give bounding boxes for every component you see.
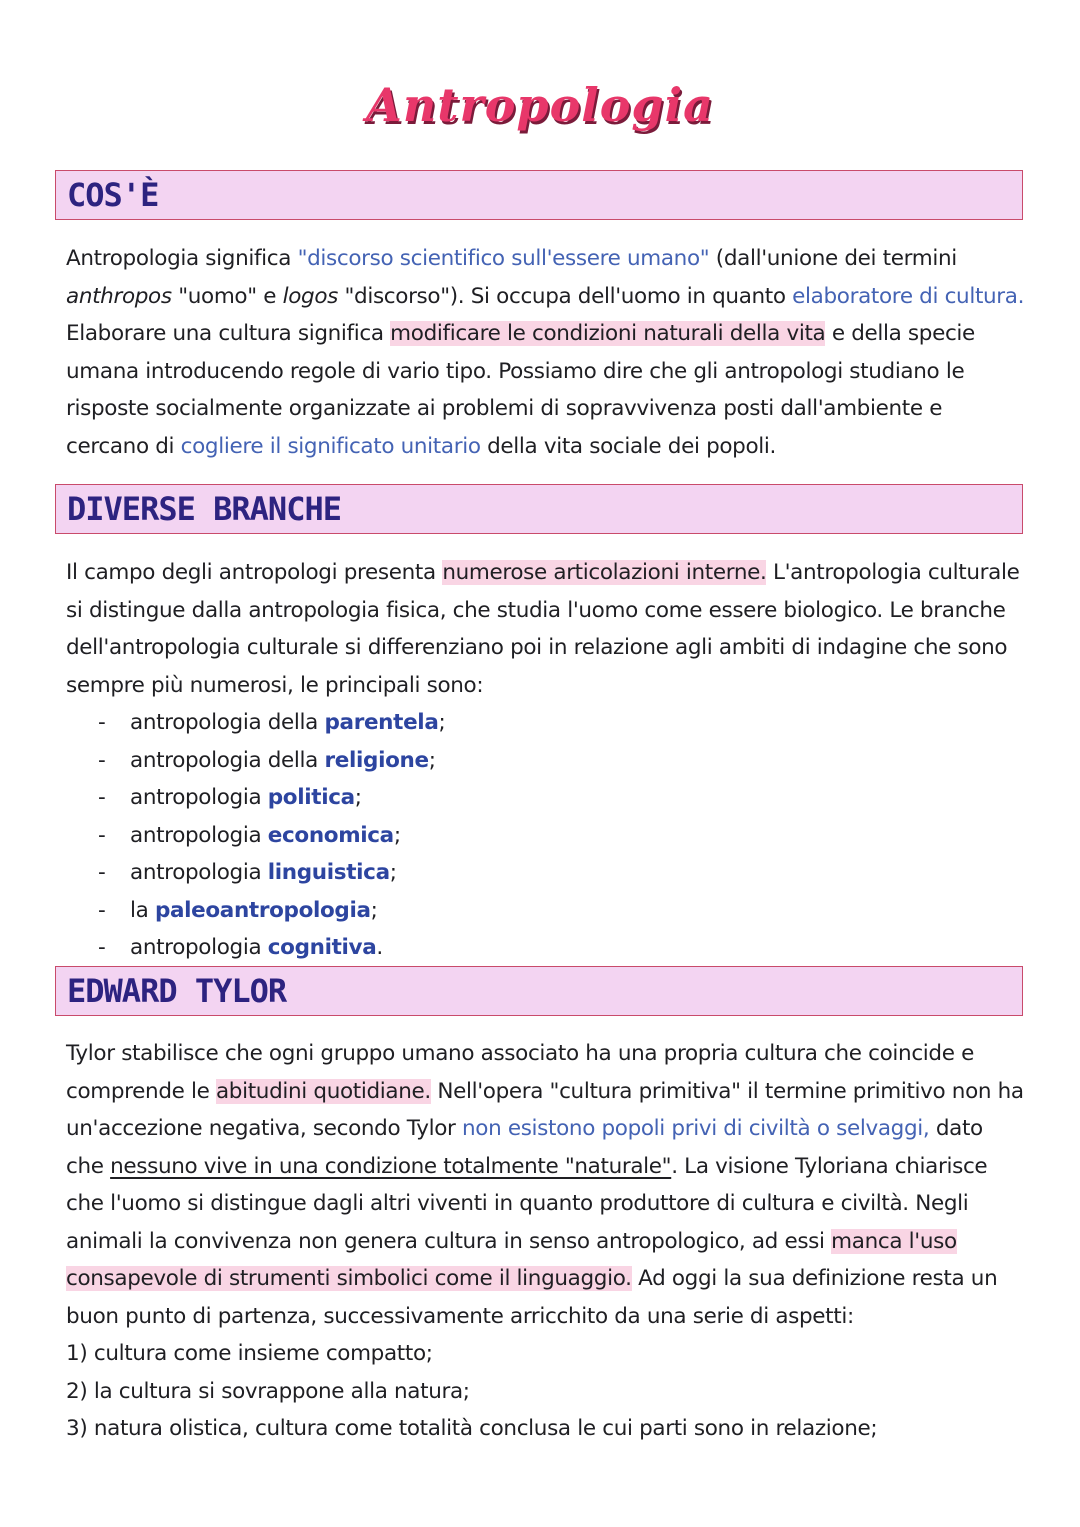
numbered-point: 1) cultura come insieme compatto;: [66, 1341, 433, 1366]
list-item: - la paleoantropologia;: [66, 892, 1026, 930]
branch-keyword: linguistica: [267, 860, 390, 885]
paragraph-tylor: [66, 1035, 1026, 1448]
text-run: dato che: [66, 1116, 983, 1179]
paragraph-branche: [66, 554, 1026, 967]
text-run: "uomo" e: [171, 283, 283, 309]
text-run: Tylor stabilisce che ogni gruppo umano associato ha una propria cultura che coincide e comprende le: [66, 1041, 974, 1104]
text-run: (dall'unione dei termini: [709, 246, 957, 271]
section-heading-text: COS'È: [67, 176, 159, 214]
highlight-articolazioni: numerose articolazioni interne.: [442, 560, 767, 585]
section-heading-branche: [55, 484, 1023, 534]
text-run: Antropologia significa: [66, 246, 298, 271]
keyword-significato: cogliere il significato unitario: [180, 433, 481, 459]
term-anthropos: anthropos: [66, 283, 172, 309]
branch-keyword: politica: [267, 785, 355, 810]
keyword-popoli: non esistono popoli privi di civiltà o selvaggi,: [461, 1116, 930, 1141]
branche-intro: [66, 554, 1026, 704]
text-run: Nell'opera "cultura primitiva" il termine primitivo non ha un'accezione negativa, secondo Tylor: [66, 1078, 1024, 1141]
underlined-naturale: nessuno vive in una condizione totalmente "naturale": [110, 1153, 672, 1179]
branch-keyword: paleoantropologia: [154, 897, 371, 923]
text-run: della vita sociale dei popoli.: [480, 433, 777, 459]
section-heading-cose: [55, 170, 1023, 220]
list-item: - antropologia linguistica;: [66, 854, 1026, 892]
list-item: - antropologia cognitiva.: [66, 929, 1026, 967]
numbered-point: 3) natura olistica, cultura come totalità conclusa le cui parti sono in relazione;: [66, 1416, 878, 1441]
keyword-elaboratore: elaboratore di cultura.: [792, 283, 1025, 309]
term-logos: logos: [282, 283, 338, 309]
text-run: Il campo degli antropologi presenta: [66, 560, 443, 585]
list-item: - antropologia della religione;: [66, 742, 1026, 780]
text-run: Ad oggi la sua definizione resta un buon punto di partenza, successivamente arricchito da una serie di aspetti:: [66, 1266, 998, 1329]
paragraph-cose: [66, 240, 1026, 465]
quote-definition: "discorso scientifico sull'essere umano": [297, 246, 710, 271]
list-item: - antropologia della parentela;: [66, 704, 1026, 742]
branch-keyword: parentela: [324, 710, 439, 735]
text-run: e della specie umana introducendo regole di vario tipo. Possiamo dire che gli antropologi studiano le risposte socialmente organizzate ai problemi di sopravvivenza posti dall'ambiente e cercano di: [66, 321, 975, 459]
section-heading-text: DIVERSE BRANCHE: [67, 490, 341, 528]
section-heading-text: EDWARD TYLOR: [67, 972, 287, 1010]
page-title: Antropologia: [366, 78, 714, 132]
highlight-abitudini: abitudini quotidiane.: [215, 1078, 431, 1104]
tylor-body: [66, 1035, 1026, 1335]
branch-keyword: economica: [267, 822, 394, 848]
text-run: Elaborare una cultura significa: [66, 321, 391, 346]
list-item: - antropologia economica;: [66, 817, 1026, 855]
branches-list: [66, 704, 1026, 967]
text-run: L'antropologia culturale si distingue dalla antropologia fisica, che studia l'uomo come essere biologico. Le branche dell'antropologia culturale si differenziano poi in relazione agli ambiti di indagine che sono sempre più numerosi, le principali sono:: [66, 560, 1020, 698]
section-heading-tylor: [55, 966, 1023, 1016]
highlight-condizioni: modificare le condizioni naturali della vita: [390, 321, 826, 346]
list-item: - antropologia politica;: [66, 779, 1026, 817]
text-run: . La visione Tyloriana chiarisce che l'uomo si distingue dagli altri viventi in quanto produttore di cultura e civiltà. Negli animali la convivenza non genera cultura in senso antropologico, ad essi: [66, 1153, 988, 1254]
text-run: "discorso"). Si occupa dell'uomo in quanto: [338, 283, 793, 309]
branch-keyword: religione: [324, 747, 429, 773]
branch-keyword: cognitiva: [267, 935, 377, 960]
highlight-strumenti: manca l'uso consapevole di strumenti simbolici come il linguaggio.: [66, 1228, 957, 1291]
numbered-point: 2) la cultura si sovrappone alla natura;: [66, 1378, 470, 1404]
